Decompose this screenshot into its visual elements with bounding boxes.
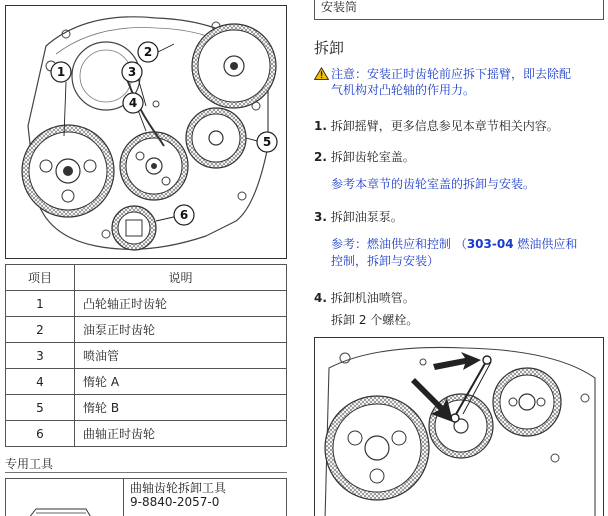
step-4: 4. 拆卸机油喷管。 <box>314 291 415 305</box>
step-number: 4 <box>314 291 323 305</box>
arrow-upper-bolt-icon <box>433 352 481 370</box>
reference-link-fuel-supply[interactable] <box>331 236 603 270</box>
row-desc: 惰轮 A <box>75 369 287 395</box>
note-line-2: 气机构对凸轮轴的作用力。 <box>331 83 476 97</box>
ref-line-2: 控制，拆卸与安装） <box>331 254 440 268</box>
step-number: 1 <box>314 119 323 133</box>
ref-code: 303-04 <box>466 237 514 251</box>
parts-table <box>5 264 287 447</box>
row-desc: 曲轴正时齿轮 <box>75 421 287 447</box>
table-row <box>6 317 287 343</box>
oil-pipe-drawing <box>315 338 603 516</box>
tool-sketch-icon <box>26 505 96 516</box>
table-row <box>6 291 287 317</box>
step-2: 2. 拆卸齿轮室盖。 <box>314 150 415 164</box>
row-desc: 油泵正时齿轮 <box>75 317 287 343</box>
row-item: 3 <box>6 343 75 369</box>
tool-code: 9-8840-2057-0 <box>130 495 220 509</box>
callout-3: 3 <box>127 65 137 79</box>
callout-1: 1 <box>56 65 66 79</box>
previous-tool-text: 安装筒 <box>321 0 358 14</box>
callout-2: 2 <box>143 45 153 59</box>
header-item: 项目 <box>6 265 75 291</box>
warning-triangle-icon <box>314 67 329 80</box>
step-text: 拆卸油泵泵。 <box>330 210 403 224</box>
divider <box>5 472 287 473</box>
table-row <box>6 369 287 395</box>
gear-train-figure <box>5 5 287 259</box>
row-desc: 惰轮 B <box>75 395 287 421</box>
ref-suffix: 燃油供应和 <box>513 237 578 251</box>
step-4-subtext: 拆卸 2 个螺栓。 <box>331 313 419 327</box>
row-item: 5 <box>6 395 75 421</box>
special-tool-box <box>5 478 287 516</box>
row-item: 4 <box>6 369 75 395</box>
step-text: 拆卸机油喷管。 <box>330 291 415 305</box>
row-desc: 凸轮轴正时齿轮 <box>75 291 287 317</box>
step-text: 拆卸齿轮室盖。 <box>330 150 415 164</box>
reference-link-gear-cover[interactable]: 参考本章节的齿轮室盖的拆卸与安装。 <box>331 177 536 191</box>
table-header-row <box>6 265 287 291</box>
step-3: 3. 拆卸油泵泵。 <box>314 210 403 224</box>
oil-pipe-removal-figure <box>314 337 604 516</box>
divider <box>123 479 124 516</box>
tool-name: 曲轴齿轮拆卸工具 <box>130 481 227 495</box>
row-item: 6 <box>6 421 75 447</box>
row-item: 2 <box>6 317 75 343</box>
callout-4: 4 <box>128 96 138 110</box>
row-desc: 喷油管 <box>75 343 287 369</box>
step-number: 3 <box>314 210 323 224</box>
callout-6: 6 <box>179 208 189 222</box>
section-title: 拆卸 <box>314 39 345 57</box>
note-line-1: 注意：安装正时齿轮前应拆下摇臂，即去除配 <box>331 67 572 81</box>
step-number: 2 <box>314 150 323 164</box>
table-row <box>6 343 287 369</box>
row-item: 1 <box>6 291 75 317</box>
callout-5: 5 <box>262 135 272 149</box>
step-1: 1. 拆卸摇臂，更多信息参见本章节相关内容。 <box>314 119 559 133</box>
special-tools-title: 专用工具 <box>5 457 54 471</box>
table-row <box>6 395 287 421</box>
ref-prefix: 参考：燃油供应和控制 （ <box>331 237 467 251</box>
header-desc: 说明 <box>75 265 287 291</box>
gear-train-drawing <box>6 6 286 258</box>
step-text: 拆卸摇臂，更多信息参见本章节相关内容。 <box>330 119 559 133</box>
previous-tool-box <box>314 0 604 20</box>
caution-note <box>314 66 604 98</box>
table-row <box>6 421 287 447</box>
